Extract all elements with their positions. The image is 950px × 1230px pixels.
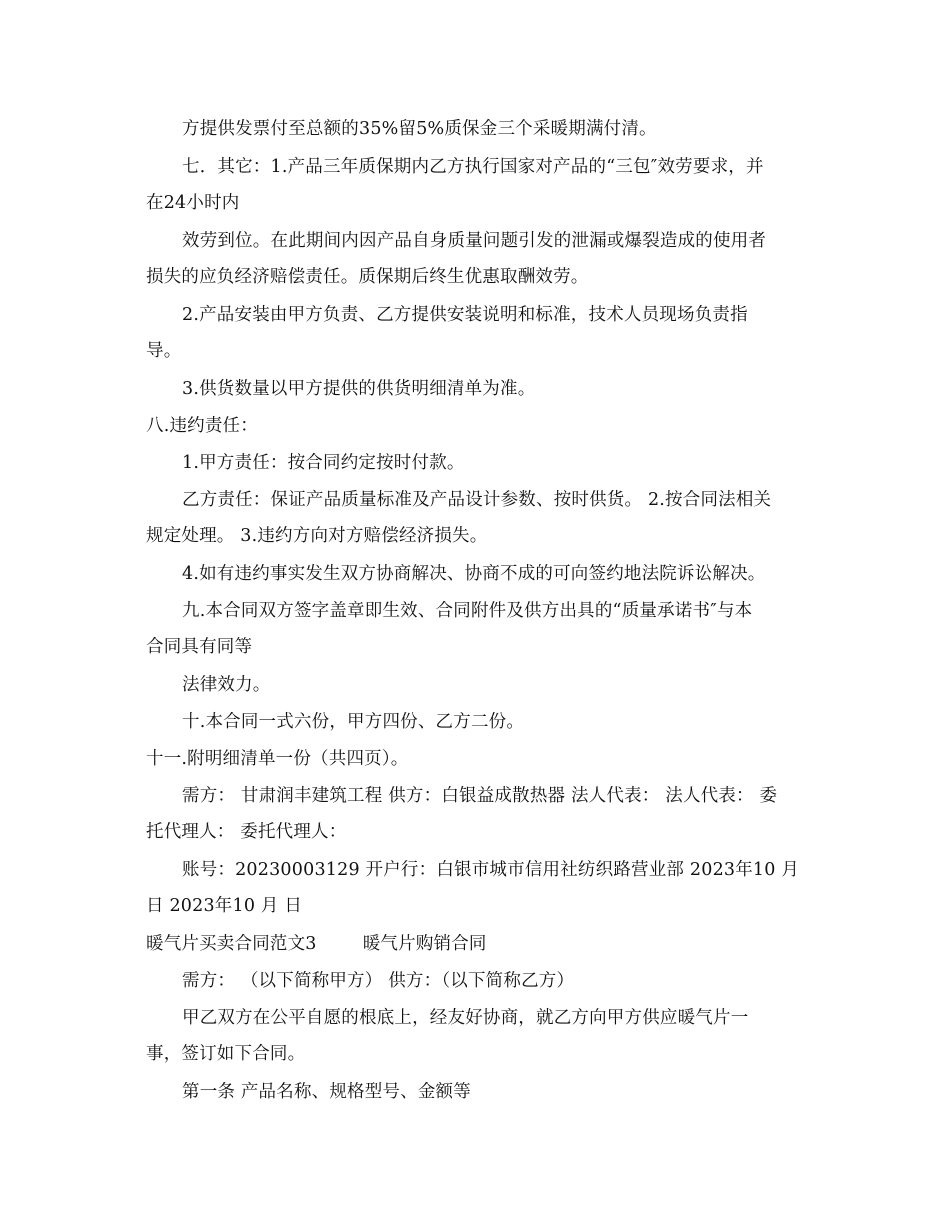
section-heading: 十一.附明细清单一份（共四页）。 [146, 749, 409, 769]
text-line: 导。 [146, 341, 182, 361]
text-line: 3.供货数量以甲方提供的供货明细清单为准。 [182, 379, 536, 399]
text-line: 九.本合同双方签字盖章即生效、合同附件及供方出具的“质量承诺书″与本 [182, 601, 753, 621]
text-line: 在24小时内 [146, 193, 240, 213]
text-line: 乙方责任：保证产品质量标准及产品设计参数、按时供货。 2.按合同法相关 [182, 490, 772, 510]
text-line: 日 2023年10 月 日 [146, 896, 303, 916]
section-heading: 八.违约责任： [146, 416, 258, 436]
text-line: 合同具有同等 [146, 637, 253, 657]
text-line: 规定处理。 3.违约方向对方赔偿经济损失。 [146, 526, 488, 546]
text-line: 需方： 甘肃润丰建筑工程 供方：白银益成散热器 法人代表： 法人代表： 委 [182, 786, 778, 806]
text-line: 十.本合同一式六份，甲方四份、乙方二份。 [182, 712, 525, 732]
text-line: 事，签订如下合同。 [146, 1044, 306, 1064]
text-line: 损失的应负经济赔偿责任。质保期后终生优惠取酬效劳。 [146, 267, 589, 287]
text-line: 4.如有违约事实发生双方协商解决、协商不成的可向签约地法院诉讼解决。 [182, 564, 766, 584]
text-line: 需方： （以下简称甲方） 供方：（以下简称乙方） [182, 971, 575, 991]
text-line: 法律效力。 [182, 675, 271, 695]
text-line: 七．其它：1.产品三年质保期内乙方执行国家对产品的“三包″效劳要求，并 [182, 157, 764, 177]
text-line: 效劳到位。在此期间内因产品自身质量问题引发的泄漏或爆裂造成的使用者 [182, 231, 767, 251]
text-line: 甲乙双方在公平自愿的根底上，经友好协商，就乙方向甲方供应暖气片一 [182, 1008, 749, 1028]
document-title: 暖气片买卖合同范文3 暖气片购销合同 [146, 934, 487, 954]
article-heading: 第一条 产品名称、规格型号、金额等 [182, 1082, 471, 1102]
text-line: 1.甲方责任：按合同约定按时付款。 [182, 453, 465, 473]
text-line: 托代理人： 委托代理人： [146, 822, 347, 842]
text-line: 账号：20230003129 开户行：白银市城市信用社纺织路营业部 2023年10 月 [182, 860, 800, 880]
text-line: 方提供发票付至总额的35%留5%质保金三个采暖期满付清。 [182, 119, 657, 139]
text-line: 2.产品安装由甲方负责、乙方提供安装说明和标准，技术人员现场负责指 [182, 305, 748, 325]
